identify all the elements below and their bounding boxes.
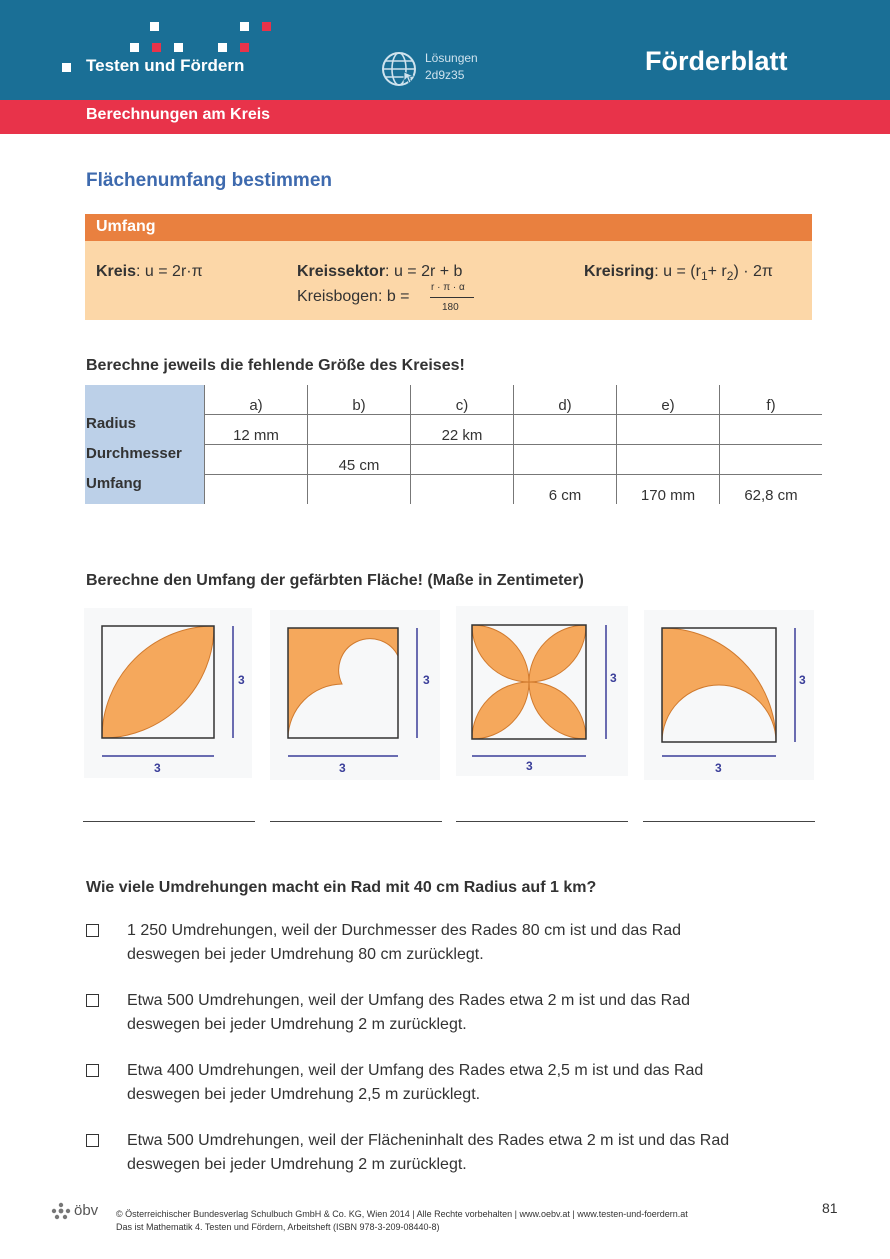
- option-text: 1 250 Umdrehungen, weil der Durchmesser des Rades 80 cm ist und das Rad deswegen bei jeder Umdrehung 80 cm zurücklegt.: [127, 922, 682, 963]
- solutions-label: Lösungen: [425, 51, 478, 65]
- option-text: Etwa 400 Umdrehungen, weil der Umfang des Rades etwa 2,5 m ist und das Rad deswegen bei jeder Umdrehung 2,5 m zurücklegt.: [127, 1062, 704, 1103]
- table-row: [85, 475, 822, 505]
- option-checkbox[interactable]: [86, 924, 99, 937]
- dimension-label: 3: [610, 671, 617, 685]
- figure-lens: [84, 608, 252, 778]
- topic-title: Berechnungen am Kreis: [86, 106, 271, 123]
- table-cell[interactable]: [720, 415, 823, 445]
- table-row: [85, 445, 822, 475]
- formula-kreisbogen: Kreisbogen: b =: [297, 288, 410, 305]
- table-cell[interactable]: 170 mm: [617, 475, 720, 505]
- column-header: a): [205, 385, 308, 415]
- answer-line[interactable]: [643, 821, 815, 822]
- option-checkbox[interactable]: [86, 1134, 99, 1147]
- brand-bullet: [62, 63, 71, 72]
- page-number: 81: [822, 1200, 838, 1216]
- table-cell[interactable]: [308, 415, 411, 445]
- table-cell[interactable]: [514, 415, 617, 445]
- table-cell[interactable]: [720, 445, 823, 475]
- formula-heading-bar: [85, 214, 812, 241]
- publisher-logo-text: öbv: [74, 1202, 99, 1219]
- column-header: e): [617, 385, 720, 415]
- brand-logo-squares: [0, 0, 300, 60]
- table-cell[interactable]: 12 mm: [205, 415, 308, 445]
- globe-icon[interactable]: [380, 50, 418, 88]
- table-cell[interactable]: [205, 475, 308, 505]
- option-checkbox[interactable]: [86, 994, 99, 1007]
- formula-kreissektor: Kreissektor: u = 2r + b: [297, 263, 463, 280]
- table-cell[interactable]: 62,8 cm: [720, 475, 823, 505]
- task1-title: Berechne jeweils die fehlende Größe des Kreises!: [86, 357, 465, 374]
- table-cell[interactable]: [617, 415, 720, 445]
- table-cell[interactable]: [308, 475, 411, 505]
- dimension-label: 3: [238, 673, 245, 687]
- table-cell[interactable]: [617, 445, 720, 475]
- table-cell[interactable]: [205, 445, 308, 475]
- figure-two-arcs: [270, 610, 440, 780]
- row-label: Umfang: [85, 475, 205, 505]
- section-title: Flächenumfang bestimmen: [86, 170, 332, 191]
- dimension-label: 3: [799, 673, 806, 687]
- figure-petals: [456, 606, 628, 776]
- table-cell[interactable]: [411, 475, 514, 505]
- task2-title: Berechne den Umfang der gefärbten Fläche! (Maße in Zentimeter): [86, 572, 584, 589]
- table-cell[interactable]: [514, 445, 617, 475]
- table-corner: [85, 385, 205, 415]
- dimension-label: 3: [339, 761, 346, 775]
- circle-table: [85, 385, 822, 504]
- column-header: f): [720, 385, 823, 415]
- publisher-logo-icon: [50, 1202, 72, 1220]
- formula-kreisring: Kreisring: $u = (r_1+ r_2) \cdot 2\pi$: [584, 263, 773, 284]
- option-text: Etwa 500 Umdrehungen, weil der Umfang des Rades etwa 2 m ist und das Rad deswegen bei jeder Umdrehung 2 m zurücklegt.: [127, 992, 690, 1033]
- dimension-label: 3: [423, 673, 430, 687]
- answer-line[interactable]: [456, 821, 628, 822]
- footer-copyright: © Österreichischer Bundesverlag Schulbuch GmbH & Co. KG, Wien 2014 | Alle Rechte vorbehalten | www.oebv.at | www.testen-und-foerdern.at: [116, 1209, 688, 1219]
- footer-source: Das ist Mathematik 4. Testen und Fördern, Arbeitsheft (ISBN 978-3-209-08440-8): [116, 1222, 440, 1232]
- column-header: c): [411, 385, 514, 415]
- solutions-code[interactable]: 2d9z35: [425, 68, 465, 82]
- answer-line[interactable]: [83, 821, 255, 822]
- dimension-label: 3: [526, 759, 533, 773]
- answer-line[interactable]: [270, 821, 442, 822]
- table-cell[interactable]: [411, 445, 514, 475]
- row-label: Radius: [85, 415, 205, 445]
- task3-title: Wie viele Umdrehungen macht ein Rad mit 40 cm Radius auf 1 km?: [86, 879, 597, 896]
- dimension-label: 3: [154, 761, 161, 775]
- kreisbogen-denominator: 180: [442, 302, 459, 313]
- table-cell[interactable]: 22 km: [411, 415, 514, 445]
- formula-heading: Umfang: [96, 218, 156, 235]
- sheet-title: Förderblatt: [645, 46, 788, 76]
- formula-kreis: Kreis: u = 2r·π: [96, 263, 203, 280]
- row-label: Durchmesser: [85, 445, 205, 475]
- option-checkbox[interactable]: [86, 1064, 99, 1077]
- table-row: [85, 415, 822, 445]
- figure-quarter-minus-half: [644, 610, 814, 780]
- brand-name: Testen und Fördern: [86, 56, 245, 75]
- dimension-label: 3: [715, 761, 722, 775]
- column-header: b): [308, 385, 411, 415]
- kreisbogen-numerator: r · π · α: [431, 282, 465, 293]
- option-text: Etwa 500 Umdrehungen, weil der Flächeninhalt des Rades etwa 2 m ist und das Rad deswegen bei jeder Umdrehung 2 m zurücklegt.: [127, 1132, 730, 1173]
- fraction-line: [430, 297, 474, 298]
- table-header-row: [85, 385, 822, 415]
- table-cell[interactable]: 6 cm: [514, 475, 617, 505]
- column-header: d): [514, 385, 617, 415]
- table-cell[interactable]: 45 cm: [308, 445, 411, 475]
